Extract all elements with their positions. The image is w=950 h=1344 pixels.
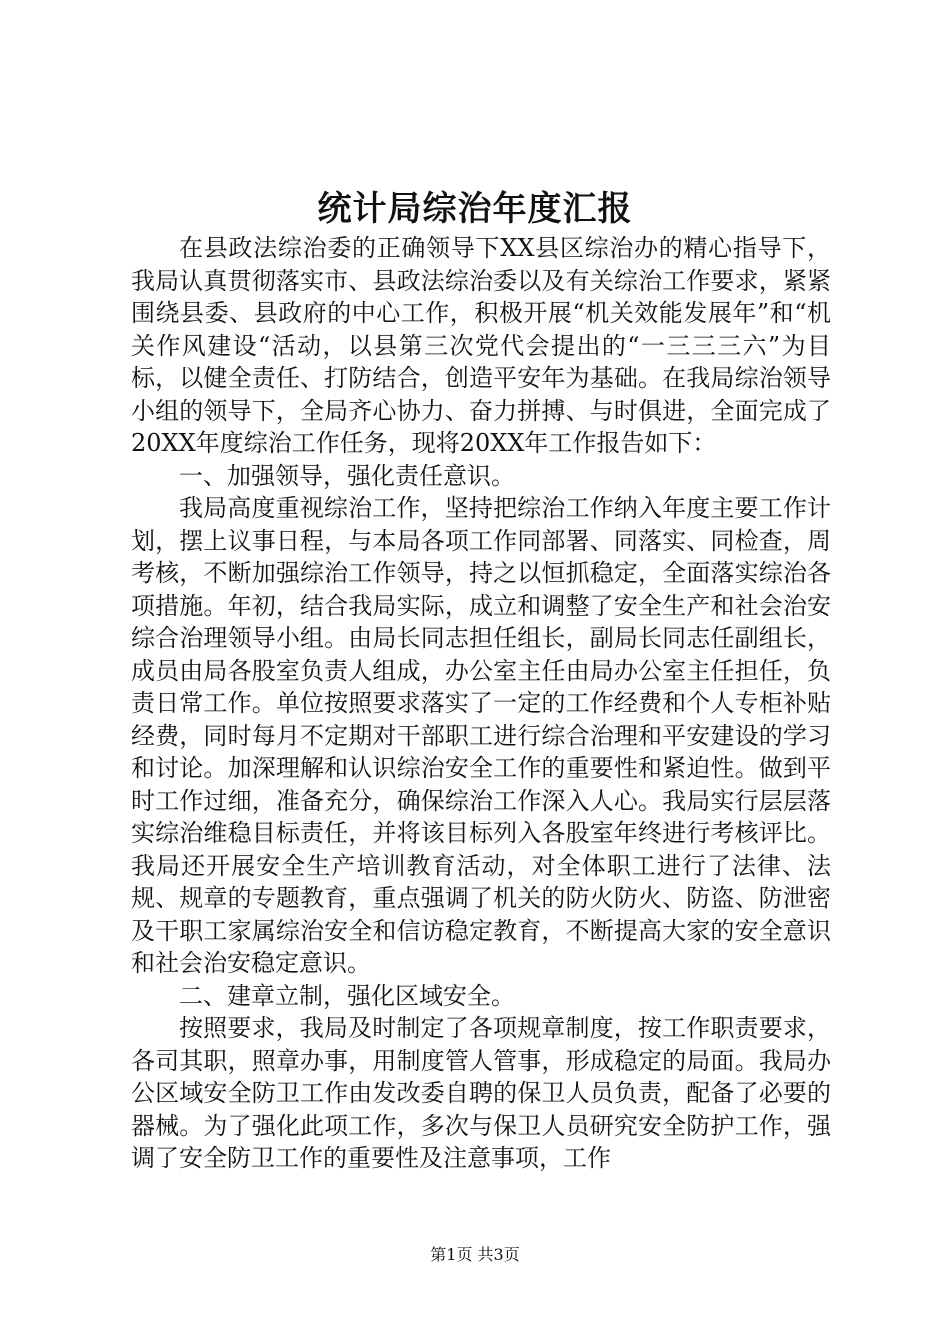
document-body [131, 232, 831, 1175]
paragraph-section-1: 我局高度重视综治工作，坚持把综治工作纳入年度主要工作计划，摆上议事日程，与本局各项工作同部署、同落实、同检查，周考核，不断加强综治工作领导，持之以恒抓稳定，全面落实综治各项措施。年初，结合我局实际，成立和调整了安全生产和社会治安综合治理领导小组。由局长同志担任组长，副局长同志任副组长，成员由局各股室负责人组成，办公室主任由局办公室主任担任，负责日常工作。单位按照要求落实了一定的工作经费和个人专柜补贴经费，同时每月不定期对干部职工进行综合治理和平安建设的学习和讨论。加深理解和认识综治安全工作的重要性和紧迫性。做到平时工作过细，准备充分，确保综治工作深入人心。我局实行层层落实综治维稳目标责任，并将该目标列入各股室年终进行考核评比。我局还开展安全生产培训教育活动，对全体职工进行了法律、法规、规章的专题教育，重点强调了机关的防火防火、防盗、防泄密及干职工家属综治安全和信访稳定教育，不断提高大家的安全意识和社会治安稳定意识。 [131, 494, 831, 977]
paragraph-intro: 在县政法综治委的正确领导下XX县区综治办的精心指导下，我局认真贯彻落实市、县政法综治委以及有关综治工作要求，紧紧围绕县委、县政府的中心工作，积极开展“机关效能发展年”和“机关作风建设“活动，以县第三次党代会提出的“一三三三六”为目标，以健全责任、打防结合，创造平安年为基础。在我局综治领导小组的领导下，全局齐心协力、奋力拼搏、与时俱进，全面完成了20XX年度综治工作任务，现将20XX年工作报告如下： [131, 234, 831, 457]
page-footer: 第1页 共3页 [430, 1245, 520, 1264]
document-title: 统计局综治年度汇报 [317, 189, 633, 229]
section-heading-1: 一、加强领导，强化责任意识。 [179, 461, 515, 490]
section-heading-2: 二、建章立制，强化区域安全。 [179, 981, 515, 1010]
paragraph-section-2: 按照要求，我局及时制定了各项规章制度，按工作职责要求，各司其职，照章办事，用制度管人管事，形成稳定的局面。我局办公区域安全防卫工作由发改委自聘的保卫人员负责，配备了必要的器械。为了强化此项工作，多次与保卫人员研究安全防护工作，强调了安全防卫工作的重要性及注意事项，工作 [131, 1014, 831, 1172]
